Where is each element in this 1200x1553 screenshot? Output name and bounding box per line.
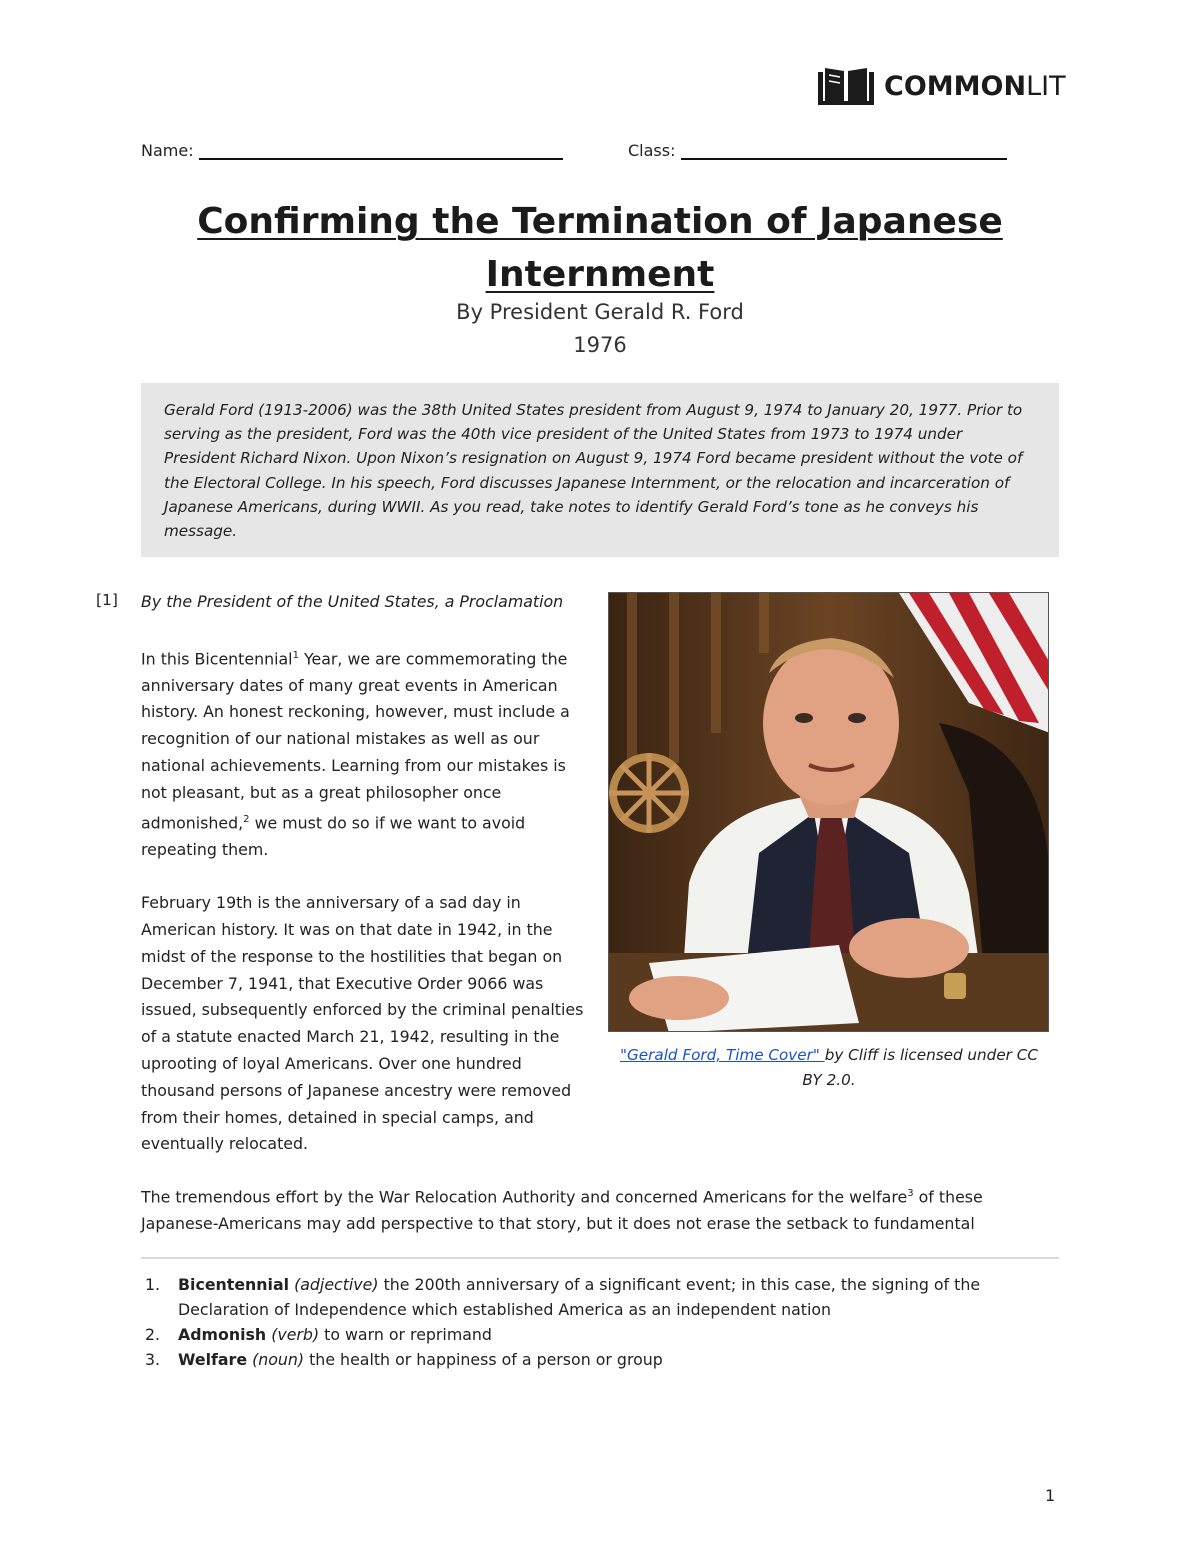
- image-caption: "Gerald Ford, Time Cover" by Cliff is licensed under CC BY 2.0.: [620, 1046, 1038, 1089]
- intro-box: Gerald Ford (1913-2006) was the 38th United States president from August 9, 1974 to January 20, 1977. Prior to serving as the president, Ford was the 40th vice president of the United States from 1973 to 1974 under President Richard Nixon. Upon Nixon’s resignation on August 9, 1974 Ford became president without the vote of the Electoral College. In his speech, Ford discusses Japanese Internment, or the relocation and incarceration of Japanese Americans, during WWII. As you read, take notes to identify Gerald Ford’s tone as he conveys his message.: [141, 383, 1059, 557]
- footnote-ref-2[interactable]: 2: [243, 813, 250, 825]
- footnote-divider: [141, 1257, 1059, 1259]
- page-title: Confirming the Termination of Japanese Internment: [197, 201, 1003, 295]
- name-label: Name:: [141, 141, 194, 160]
- footnote-item: 3. Welfare (noun) the health or happiness of a person or group: [145, 1350, 663, 1369]
- paragraph-3: The tremendous effort by the War Relocation Authority and concerned Americans for the welfare$^3$ of these Japanese-Americans may add perspective to that story, but it does not erase the setback to fundamental: [141, 1187, 983, 1234]
- footnote-item: 2. Admonish (verb) to warn or reprimand: [145, 1325, 492, 1344]
- paragraph-1: In this Bicentennial$^1$ Year, we are commemorating the anniversary dates of many great events in American history. An honest reckoning, however, must include a recognition of our national mistakes as well as our national achievements. Learning from our mistakes is not pleasant, but as a great philosopher once admonished,$^2$ we must do so if we want to avoid repeating them.: [141, 648, 570, 859]
- footnotes-list: [141, 1272, 1059, 1372]
- class-field: [628, 140, 1007, 160]
- open-book-icon: [818, 66, 874, 106]
- author-line: By President Gerald R. Ford: [456, 300, 744, 324]
- caption-link[interactable]: "Gerald Ford, Time Cover": [620, 1046, 825, 1064]
- name-field: [141, 140, 563, 160]
- portrait-illustration: [609, 593, 1049, 1032]
- class-blank[interactable]: [681, 140, 1007, 160]
- body-column: [141, 589, 596, 1185]
- commonlit-logo: [818, 66, 1066, 106]
- paragraph-number: [1]: [96, 591, 118, 609]
- footnote-ref-3[interactable]: 3: [907, 1188, 914, 1199]
- footnote-item: 1. Bicentennial (adjective) the 200th anniversary of a significant event; in this case, the signing of the Declaration of Independence which established America as an independent nation: [145, 1275, 981, 1319]
- footnote-ref-1[interactable]: 1: [292, 649, 299, 661]
- class-label: Class:: [628, 141, 676, 160]
- gerald-ford-photo: [608, 592, 1049, 1032]
- paragraph-2: February 19th is the anniversary of a sad day in American history. It was on that date in 1942, in the midst of the response to the hostilities that began on December 7, 1941, that Executive Order 9066 was issued, subsequently enforced by the criminal penalties of a statute enacted March 21, 1942, resulting in the uprooting of loyal Americans. Over one hundred thousand persons of Japanese ancestry were removed from their homes, detained in special camps, and eventually relocated.: [141, 893, 584, 1154]
- name-blank[interactable]: [199, 140, 563, 160]
- proclamation-lead: By the President of the United States, a Proclamation: [141, 592, 564, 611]
- page-number: 1: [1045, 1486, 1056, 1505]
- logo-wordmark: COMMONLIT: [884, 70, 1066, 102]
- year-line: 1976: [573, 333, 627, 357]
